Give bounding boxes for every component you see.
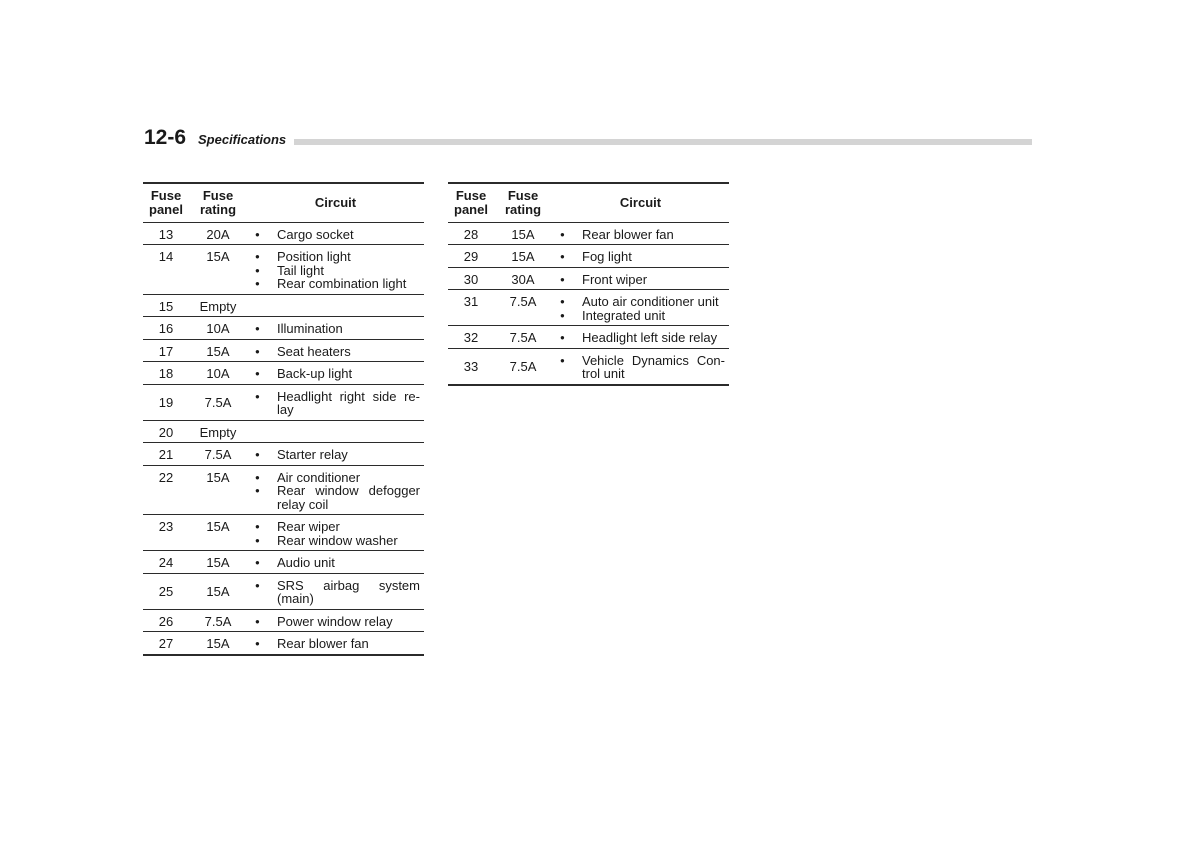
table-row <box>143 384 424 420</box>
circuit-list <box>552 354 729 381</box>
fuse-rating-cell: 7.5A <box>509 330 537 345</box>
table-row <box>143 515 424 551</box>
circuit-list <box>552 295 729 322</box>
circuit-cell <box>247 632 424 655</box>
circuit-cell <box>247 551 424 574</box>
fuse-rating-cell: 15A <box>511 249 535 264</box>
page-number: 12-6 <box>144 126 195 150</box>
circuit-list <box>247 615 424 629</box>
table-row <box>143 420 424 443</box>
circuit-item: ● Headlight right side re-lay <box>247 390 420 417</box>
fuse-panel-cell: 24 <box>158 555 174 570</box>
fuse-rating-cell: 10A <box>206 366 230 381</box>
fuse-rating-cell: 15A <box>206 519 230 534</box>
table-row <box>143 294 424 317</box>
fuse-rating-cell: Empty <box>199 424 237 440</box>
circuit-cell <box>247 609 424 632</box>
fuse-table-right <box>448 182 729 386</box>
fuse-rating-cell: 30A <box>511 271 535 287</box>
table-row <box>448 267 729 290</box>
circuit-cell <box>247 362 424 385</box>
circuit-item: ● Rear window washer <box>247 534 420 548</box>
table-header-row <box>448 183 729 222</box>
table-row <box>448 326 729 349</box>
circuit-item: ● SRS airbag system (main) <box>247 579 420 606</box>
fuse-panel-cell: 17 <box>158 343 174 359</box>
fuse-panel-cell: 16 <box>158 321 174 336</box>
fuse-rating-cell: Empty <box>199 298 237 314</box>
circuit-list <box>247 322 424 336</box>
fuse-panel-cell: 32 <box>463 330 479 345</box>
table-row <box>448 245 729 268</box>
fuse-rating-cell: 15A <box>206 469 230 485</box>
circuit-cell <box>247 384 424 420</box>
circuit-list <box>247 579 424 606</box>
circuit-item: ● Rear blower fan <box>552 228 725 242</box>
circuit-item: ● Rear combination light <box>247 277 420 291</box>
fuse-panel-cell: 33 <box>463 359 479 375</box>
fuse-rating-cell: 15A <box>206 343 230 359</box>
fuse-rating-cell: 15A <box>206 555 230 570</box>
fuse-rating-cell: 15A <box>511 226 535 242</box>
circuit-cell <box>552 267 729 290</box>
fuse-panel-cell: 20 <box>158 424 174 440</box>
table-row <box>448 348 729 385</box>
table-row <box>143 465 424 515</box>
fuse-table-body <box>448 222 729 385</box>
circuit-cell <box>247 573 424 609</box>
circuit-cell <box>552 348 729 385</box>
circuit-item: ● Rear blower fan <box>247 637 420 651</box>
page-header <box>144 126 1032 150</box>
fuse-panel-cell: 15 <box>158 298 174 314</box>
circuit-list <box>247 345 424 359</box>
circuit-list <box>247 448 424 462</box>
circuit-item: ● Starter relay <box>247 448 420 462</box>
circuit-item: ● Position light <box>247 250 420 264</box>
fuse-panel-header: Fuse panel <box>454 187 488 217</box>
fuse-rating-cell: 7.5A <box>509 294 537 309</box>
fuse-panel-cell: 22 <box>158 469 174 485</box>
circuit-list <box>552 228 729 242</box>
fuse-panel-cell: 30 <box>463 271 479 287</box>
circuit-item: ● Rear window defogger relay coil <box>247 484 420 511</box>
circuit-item: ● Illumination <box>247 322 420 336</box>
fuse-panel-cell: 27 <box>158 636 174 651</box>
fuse-rating-cell: 20A <box>206 226 230 242</box>
circuit-list <box>247 637 424 651</box>
fuse-rating-header: Fuse rating <box>199 187 237 217</box>
fuse-panel-cell: 28 <box>463 226 479 242</box>
circuit-item: ● Cargo socket <box>247 228 420 242</box>
circuit-item: ● Rear wiper <box>247 520 420 534</box>
fuse-rating-cell: 10A <box>206 321 230 336</box>
fuse-panel-cell: 26 <box>158 613 174 629</box>
circuit-item: ● Auto air conditioner unit <box>552 295 725 309</box>
circuit-cell <box>247 317 424 340</box>
fuse-rating-cell: 7.5A <box>204 447 232 462</box>
circuit-cell <box>552 290 729 326</box>
fuse-panel-header: Fuse panel <box>149 187 183 217</box>
circuit-item: ● Air conditioner <box>247 471 420 485</box>
fuse-panel-cell: 19 <box>158 395 174 411</box>
fuse-rating-cell: 15A <box>206 249 230 264</box>
circuit-cell <box>247 465 424 515</box>
fuse-table-body <box>143 222 424 655</box>
fuse-panel-cell: 25 <box>158 584 174 600</box>
fuse-panel-cell: 13 <box>158 226 174 242</box>
fuse-rating-cell: 7.5A <box>509 359 537 375</box>
circuit-header: Circuit <box>314 194 357 210</box>
circuit-item: ● Vehicle Dynamics Con-trol unit <box>552 354 725 381</box>
circuit-cell <box>247 222 424 245</box>
circuit-list <box>552 273 729 287</box>
circuit-cell <box>247 443 424 466</box>
table-row <box>143 443 424 466</box>
circuit-list <box>247 390 424 417</box>
table-row <box>143 222 424 245</box>
circuit-cell <box>247 339 424 362</box>
fuse-panel-cell: 14 <box>158 249 174 264</box>
header-rule <box>294 139 1032 145</box>
table-row <box>143 551 424 574</box>
fuse-rating-cell: 15A <box>206 636 230 651</box>
fuse-panel-cell: 21 <box>158 447 174 462</box>
circuit-cell <box>552 222 729 245</box>
circuit-item: ● Front wiper <box>552 273 725 287</box>
circuit-item: ● Audio unit <box>247 556 420 570</box>
table-header-row <box>143 183 424 222</box>
table-row <box>143 609 424 632</box>
circuit-list <box>552 331 729 345</box>
circuit-item: ● Back-up light <box>247 367 420 381</box>
fuse-panel-cell: 18 <box>158 366 174 381</box>
circuit-cell <box>247 515 424 551</box>
circuit-list <box>247 250 424 291</box>
circuit-item: ● Power window relay <box>247 615 420 629</box>
table-row <box>143 573 424 609</box>
circuit-cell <box>247 420 424 443</box>
circuit-item: ● Tail light <box>247 264 420 278</box>
table-row <box>143 245 424 295</box>
fuse-rating-header: Fuse rating <box>504 187 542 217</box>
fuse-rating-cell: 7.5A <box>204 395 232 411</box>
section-title: Specifications <box>198 131 292 148</box>
circuit-item: ● Seat heaters <box>247 345 420 359</box>
fuse-table-left <box>143 182 424 656</box>
fuse-panel-cell: 23 <box>158 519 174 534</box>
table-row <box>143 632 424 655</box>
circuit-list <box>247 471 424 512</box>
table-row <box>448 222 729 245</box>
circuit-cell <box>247 245 424 295</box>
fuse-rating-cell: 15A <box>206 584 230 600</box>
circuit-item: ● Fog light <box>552 250 725 264</box>
circuit-list <box>247 520 424 547</box>
table-row <box>143 317 424 340</box>
circuit-cell <box>552 245 729 268</box>
circuit-list <box>247 228 424 242</box>
circuit-item: ● Headlight left side relay <box>552 331 725 345</box>
circuit-cell <box>247 294 424 317</box>
circuit-header: Circuit <box>619 194 662 210</box>
circuit-list <box>247 556 424 570</box>
circuit-cell <box>552 326 729 349</box>
circuit-list <box>552 250 729 264</box>
table-row <box>143 362 424 385</box>
fuse-rating-cell: 7.5A <box>204 613 232 629</box>
fuse-panel-cell: 29 <box>463 249 479 264</box>
table-row <box>448 290 729 326</box>
fuse-panel-cell: 31 <box>463 294 479 309</box>
circuit-list <box>247 367 424 381</box>
table-row <box>143 339 424 362</box>
circuit-item: ● Integrated unit <box>552 309 725 323</box>
